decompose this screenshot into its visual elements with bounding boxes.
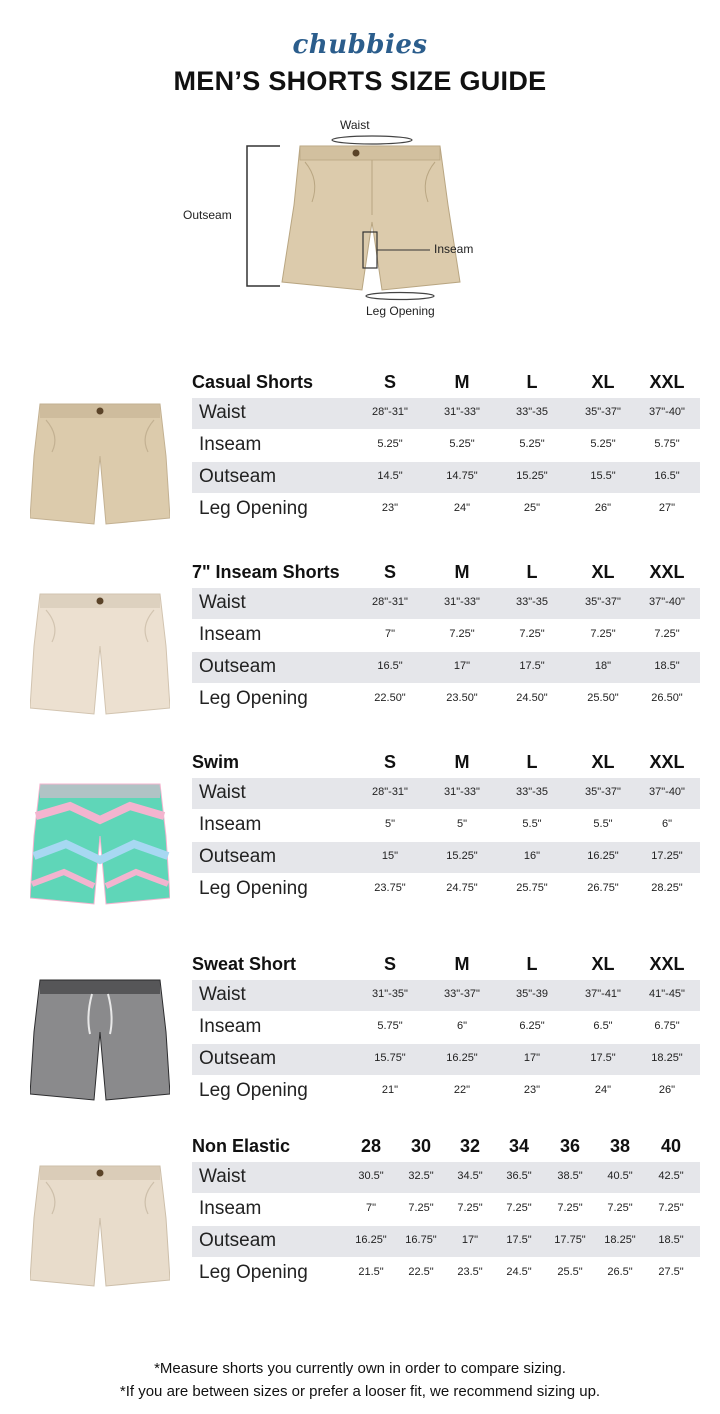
row-label: Outseam [199, 1230, 277, 1251]
table-cell: 24.5" [506, 1266, 532, 1278]
size-column-header: L [526, 954, 538, 974]
section-title: 7" Inseam Shorts [192, 562, 340, 582]
table-cell: 17" [461, 1234, 479, 1246]
section-title: Sweat Short [192, 954, 297, 974]
table-cell: 24" [594, 1084, 612, 1096]
shorts-diagram-illustration [0, 110, 720, 330]
leg-opening-label: Leg Opening [366, 304, 435, 318]
size-column-header: S [383, 372, 396, 392]
row-label: Waist [199, 402, 246, 423]
row-label: Outseam [199, 846, 277, 867]
footer-note-measure: *Measure shorts you currently own in order to compare sizing. [154, 1360, 566, 1377]
table-cell: 18.25" [651, 1052, 683, 1064]
table-cell: 24" [453, 502, 471, 514]
size-column-header: XL [591, 954, 615, 974]
table-cell: 36.5" [506, 1170, 532, 1182]
table-cell: 28"-31" [372, 406, 408, 418]
shorts-thumbnail-image [30, 396, 170, 526]
table-cell: 17.5" [506, 1234, 532, 1246]
table-cell: 23" [523, 1084, 541, 1096]
row-label: Outseam [199, 1048, 277, 1069]
row-label: Leg Opening [199, 688, 308, 709]
table-cell: 17.75" [554, 1234, 586, 1246]
table-row [192, 620, 700, 651]
table-row [192, 1226, 700, 1257]
table-cell: 18" [594, 660, 612, 672]
table-cell: 7.25" [658, 1202, 684, 1214]
shorts-thumbnail-image [30, 1158, 170, 1288]
table-cell: 33"-35 [515, 406, 549, 418]
size-column-header: XXL [649, 372, 685, 392]
table-row [192, 430, 700, 461]
table-cell: 31"-35" [372, 988, 408, 1000]
table-cell: 21" [381, 1084, 399, 1096]
table-cell: 17.5" [590, 1052, 616, 1064]
table-cell: 7.25" [557, 1202, 583, 1214]
size-column-header: XXL [649, 954, 685, 974]
table-cell: 23" [381, 502, 399, 514]
table-cell: 14.75" [446, 470, 478, 482]
table-row [192, 1194, 700, 1225]
size-column-header: S [383, 752, 396, 772]
table-cell: 7.25" [457, 1202, 483, 1214]
table-cell: 15" [381, 850, 399, 862]
table-cell: 28"-31" [372, 786, 408, 798]
table-row [192, 1044, 700, 1075]
row-label: Waist [199, 782, 246, 803]
table-row [192, 874, 700, 905]
table-cell: 26.50" [651, 692, 683, 704]
table-row [192, 842, 700, 873]
table-cell: 5.75" [654, 438, 680, 450]
size-column-header: XXL [649, 752, 685, 772]
table-cell: 23.50" [446, 692, 478, 704]
table-cell: 35"-39 [515, 988, 549, 1000]
table-cell: 6" [456, 1020, 468, 1032]
size-column-header: 38 [609, 1136, 631, 1156]
table-row [192, 494, 700, 525]
size-column-header: M [454, 372, 470, 392]
table-cell: 37"-41" [585, 988, 621, 1000]
table-row [192, 684, 700, 715]
table-row [192, 652, 700, 683]
table-cell: 5.25" [377, 438, 403, 450]
table-cell: 40.5" [607, 1170, 633, 1182]
size-column-header: S [383, 954, 396, 974]
size-table-section [0, 1136, 720, 1296]
table-cell: 26" [594, 502, 612, 514]
table-cell: 7.25" [506, 1202, 532, 1214]
table-cell: 14.5" [377, 470, 403, 482]
table-cell: 17" [453, 660, 471, 672]
row-label: Inseam [199, 1016, 262, 1037]
table-cell: 37"-40" [649, 786, 685, 798]
size-column-header: 32 [459, 1136, 481, 1156]
table-cell: 16.25" [587, 850, 619, 862]
size-table-section [0, 752, 720, 912]
table-cell: 27" [658, 502, 676, 514]
footer-note-size-up: *If you are between sizes or prefer a looser fit, we recommend sizing up. [119, 1383, 601, 1400]
table-cell: 25.5" [557, 1266, 583, 1278]
row-label: Leg Opening [199, 1262, 308, 1283]
page-title: MEN’S SHORTS SIZE GUIDE [173, 66, 547, 96]
table-cell: 33"-35 [515, 786, 549, 798]
size-column-header: L [526, 752, 538, 772]
table-cell: 18.5" [654, 660, 680, 672]
table-cell: 33"-37" [444, 988, 480, 1000]
row-label: Inseam [199, 624, 262, 645]
size-table-section [0, 562, 720, 722]
table-row [192, 980, 700, 1011]
measurement-diagram [0, 110, 720, 330]
table-cell: 17.25" [651, 850, 683, 862]
table-cell: 7" [384, 628, 396, 640]
table-cell: 28.25" [651, 882, 683, 894]
section-title: Non Elastic [192, 1136, 291, 1156]
size-table-section [0, 372, 720, 532]
table-cell: 16.75" [405, 1234, 437, 1246]
table-row [192, 1012, 700, 1043]
shorts-thumbnail-image [30, 776, 170, 906]
table-cell: 25" [523, 502, 541, 514]
size-column-header: 28 [360, 1136, 382, 1156]
size-column-header: XL [591, 372, 615, 392]
row-label: Outseam [199, 466, 277, 487]
table-cell: 25.50" [587, 692, 619, 704]
table-row [192, 1076, 700, 1107]
size-column-header: XXL [649, 562, 685, 582]
table-cell: 5" [384, 818, 396, 830]
table-cell: 17" [523, 1052, 541, 1064]
table-cell: 15.25" [516, 470, 548, 482]
size-table-section [0, 954, 720, 1114]
table-cell: 37"-40" [649, 406, 685, 418]
table-row [192, 810, 700, 841]
size-column-header: XL [591, 562, 615, 582]
table-cell: 35"-37" [585, 406, 621, 418]
table-cell: 5" [456, 818, 468, 830]
table-cell: 15.75" [374, 1052, 406, 1064]
table-cell: 18.5" [658, 1234, 684, 1246]
table-cell: 16.25" [446, 1052, 478, 1064]
size-column-header: M [454, 562, 470, 582]
waist-label: Waist [340, 118, 370, 132]
shorts-thumbnail-image [30, 972, 170, 1102]
table-cell: 31"-33" [444, 786, 480, 798]
table-cell: 24.50" [516, 692, 548, 704]
section-title: Casual Shorts [192, 372, 314, 392]
table-cell: 7.25" [607, 1202, 633, 1214]
table-cell: 34.5" [457, 1170, 483, 1182]
size-column-header: XL [591, 752, 615, 772]
table-cell: 25.75" [516, 882, 548, 894]
outseam-label: Outseam [183, 208, 232, 222]
table-cell: 30.5" [358, 1170, 384, 1182]
section-title: Swim [192, 752, 240, 772]
row-label: Outseam [199, 656, 277, 677]
table-row [192, 1162, 700, 1193]
row-label: Leg Opening [199, 498, 308, 519]
size-column-header: M [454, 752, 470, 772]
row-label: Waist [199, 1166, 246, 1187]
table-cell: 5.5" [593, 818, 613, 830]
table-row [192, 1258, 700, 1289]
inseam-label: Inseam [434, 242, 474, 256]
table-cell: 42.5" [658, 1170, 684, 1182]
row-label: Leg Opening [199, 1080, 308, 1101]
table-cell: 24.75" [446, 882, 478, 894]
table-cell: 17.5" [519, 660, 545, 672]
table-cell: 38.5" [557, 1170, 583, 1182]
table-cell: 5.25" [590, 438, 616, 450]
table-cell: 35"-37" [585, 596, 621, 608]
row-label: Leg Opening [199, 878, 308, 899]
table-cell: 31"-33" [444, 406, 480, 418]
table-cell: 7.25" [519, 628, 545, 640]
shorts-thumbnail-image [30, 586, 170, 716]
table-row [192, 778, 700, 809]
table-cell: 6.25" [519, 1020, 545, 1032]
table-cell: 16.25" [355, 1234, 387, 1246]
table-cell: 7" [365, 1202, 377, 1214]
row-label: Inseam [199, 814, 262, 835]
size-column-header: L [526, 562, 538, 582]
table-cell: 32.5" [408, 1170, 434, 1182]
table-cell: 21.5" [358, 1266, 384, 1278]
size-column-header: S [383, 562, 396, 582]
table-cell: 5.75" [377, 1020, 403, 1032]
table-cell: 6" [661, 818, 673, 830]
table-cell: 41"-45" [649, 988, 685, 1000]
table-cell: 26.5" [607, 1266, 633, 1278]
table-cell: 5.25" [449, 438, 475, 450]
table-cell: 23.5" [457, 1266, 483, 1278]
table-cell: 18.25" [604, 1234, 636, 1246]
row-label: Inseam [199, 434, 262, 455]
row-label: Waist [199, 592, 246, 613]
size-column-header: 30 [410, 1136, 432, 1156]
table-cell: 5.25" [519, 438, 545, 450]
table-cell: 6.5" [593, 1020, 613, 1032]
table-cell: 22" [453, 1084, 471, 1096]
table-cell: 31"-33" [444, 596, 480, 608]
table-cell: 22.50" [374, 692, 406, 704]
table-cell: 15.5" [590, 470, 616, 482]
table-cell: 33"-35 [515, 596, 549, 608]
row-label: Waist [199, 984, 246, 1005]
size-column-header: 36 [559, 1136, 581, 1156]
table-cell: 28"-31" [372, 596, 408, 608]
table-cell: 5.5" [522, 818, 542, 830]
table-cell: 22.5" [408, 1266, 434, 1278]
table-cell: 15.25" [446, 850, 478, 862]
table-cell: 37"-40" [649, 596, 685, 608]
table-cell: 26" [658, 1084, 676, 1096]
table-cell: 16.5" [654, 470, 680, 482]
size-column-header: L [526, 372, 538, 392]
table-row [192, 588, 700, 619]
table-cell: 16" [523, 850, 541, 862]
size-column-header: 40 [660, 1136, 682, 1156]
table-cell: 7.25" [408, 1202, 434, 1214]
table-cell: 16.5" [377, 660, 403, 672]
table-cell: 7.25" [449, 628, 475, 640]
table-cell: 27.5" [658, 1266, 684, 1278]
brand-logo: chubbies [292, 30, 428, 60]
table-cell: 26.75" [587, 882, 619, 894]
table-row [192, 398, 700, 429]
table-cell: 7.25" [654, 628, 680, 640]
size-column-header: 34 [508, 1136, 530, 1156]
table-cell: 6.75" [654, 1020, 680, 1032]
size-column-header: M [454, 954, 470, 974]
table-cell: 35"-37" [585, 786, 621, 798]
row-label: Inseam [199, 1198, 262, 1219]
table-cell: 7.25" [590, 628, 616, 640]
table-row [192, 462, 700, 493]
table-cell: 23.75" [374, 882, 406, 894]
